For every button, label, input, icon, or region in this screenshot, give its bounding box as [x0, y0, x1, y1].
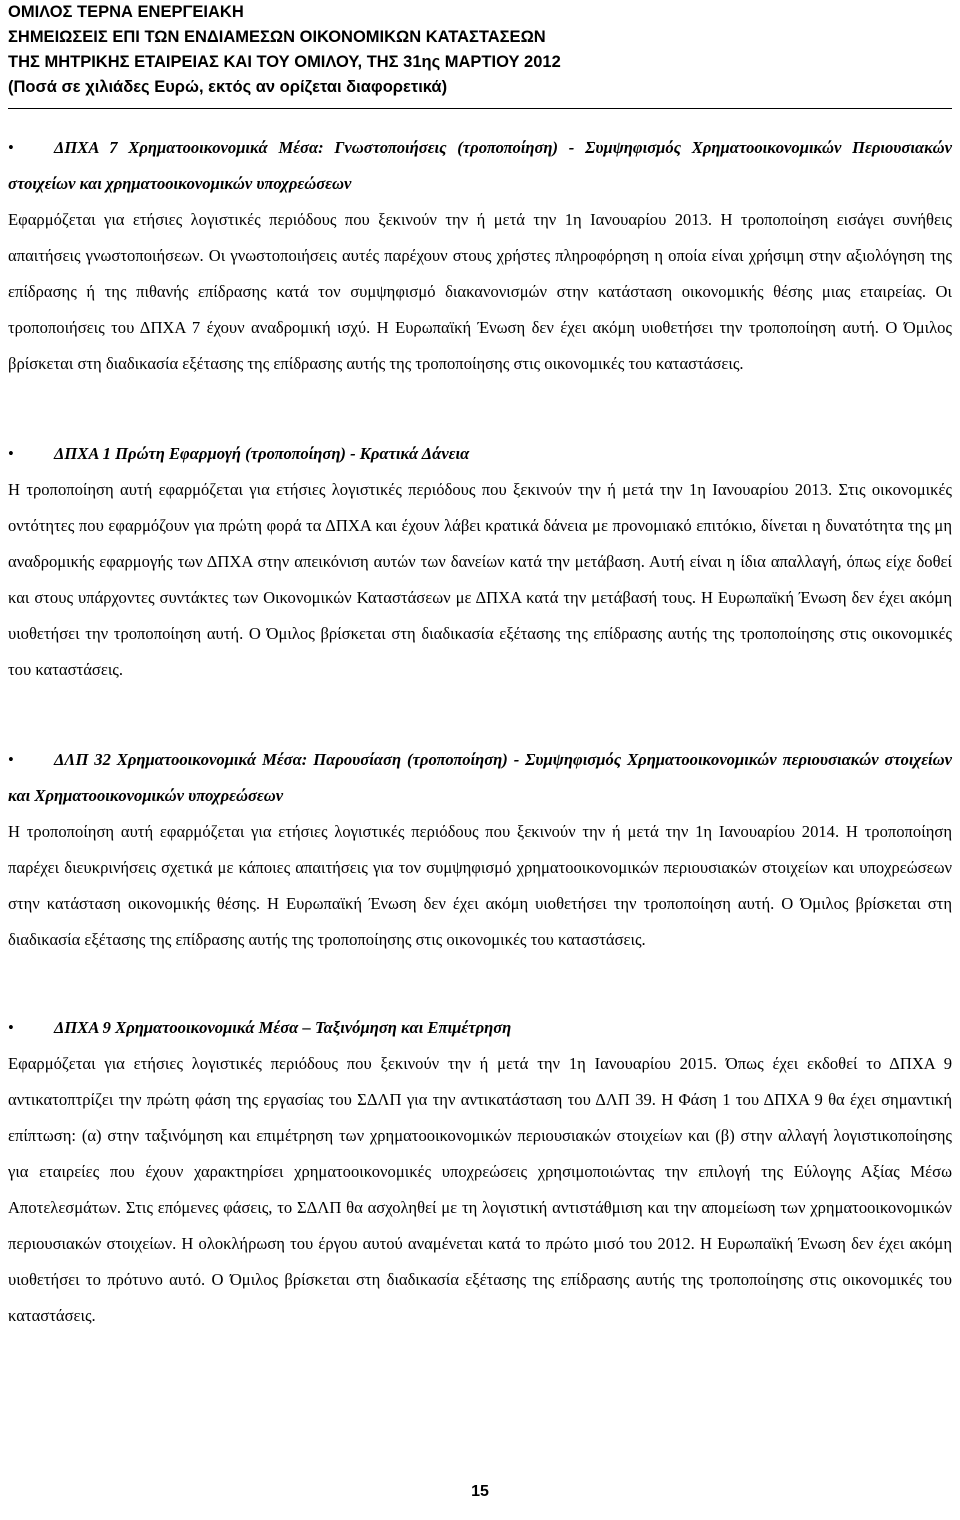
bullet-icon: •: [8, 138, 14, 157]
section-ias32: [8, 742, 952, 958]
bullet-icon: •: [8, 444, 14, 463]
section-heading: • ΔΛΠ 32 Χρηματοοικονομικά Μέσα: Παρουσίαση (τροποποίηση) - Συμψηφισμός Χρηματοοικονομικών περιουσιακών στοιχείων και Χρηματοοικονομικών υποχρεώσεων: [8, 742, 952, 814]
section-heading: • ΔΠΧΑ 7 Χρηματοοικονομικά Μέσα: Γνωστοποιήσεις (τροποποίηση) - Συμψηφισμός Χρηματοοικονομικών Περιουσιακών στοιχείων και χρηματοοικονομικών υποχρεώσεων: [8, 130, 952, 202]
section-body: Εφαρμόζεται για ετήσιες λογιστικές περιόδους που ξεκινούν την ή μετά την 1η Ιανουαρίου 2013. Η τροποποίηση εισάγει συνήθεις απαιτήσεις γνωστοποιήσεων. Οι γνωστοποιήσεις αυτές παρέχουν στους χρήστες πληροφόρηση η οποία είναι χρήσιμη στην αξιολόγηση της επίδρασης ή της πιθανής επίδρασης κατά τον συμψηφισμό διακανονισμών στην κατάσταση οικονομικής θέσης μιας εταιρείας. Οι τροποποιήσεις του ΔΠΧΑ 7 έχουν αναδρομική ισχύ. Η Ευρωπαϊκή Ένωση δεν έχει ακόμη υιοθετήσει την τροποποίηση αυτή. Ο Όμιλος βρίσκεται στη διαδικασία εξέτασης της επίδρασης αυτής της τροποποίησης στις οικονομικές του καταστάσεις.: [8, 210, 952, 373]
statement-subtitle: ΤΗΣ ΜΗΤΡΙΚΗΣ ΕΤΑΙΡΕΙΑΣ ΚΑΙ ΤΟΥ ΟΜΙΛΟΥ, ΤΗΣ 31ης ΜΑΡΤΙΟΥ 2012: [8, 53, 561, 71]
section-heading: • ΔΠΧΑ 9 Χρηματοοικονομικά Μέσα – Ταξινόμηση και Επιμέτρηση: [8, 1010, 952, 1046]
currency-note: (Ποσά σε χιλιάδες Ευρώ, εκτός αν ορίζεται διαφορετικά): [8, 78, 448, 96]
section-body: Εφαρμόζεται για ετήσιες λογιστικές περιόδους που ξεκινούν την ή μετά την 1η Ιανουαρίου 2015. Όπως έχει εκδοθεί το ΔΠΧΑ 9 αντικατοπτρίζει την πρώτη φάση της εργασίας του ΣΔΛΠ για την αντικατάσταση του ΔΛΠ 39. Η Φάση 1 του ΔΠΧΑ 9 θα έχει σημαντική επίπτωση: (α) στην ταξινόμηση και επιμέτρηση των χρηματοοικονομικών περιουσιακών στοιχείων και (β) στην αλλαγή λογιστικοποίησης για εταιρείες που έχουν χαρακτηρίσει χρηματοοικονομικές υποχρεώσεις χρησιμοποιώντας την επιλογή της Εύλογης Αξίας Μέσω Αποτελεσμάτων. Στις επόμενες φάσεις, το ΣΔΛΠ θα ασχοληθεί με τη λογιστική αντιστάθμιση και την απομείωση των χρηματοοικονομικών περιουσιακών στοιχείων. Η ολοκλήρωση του έργου αυτού αναμένεται κατά το πρώτο μισό του 2012. Η Ευρωπαϊκή Ένωση δεν έχει ακόμη υιοθετήσει το πρότυνο αυτό. Ο Όμιλος βρίσκεται στη διαδικασία εξέτασης της επίδρασης αυτής της τροποποίησης στις οικονομικές του καταστάσεις.: [8, 1054, 952, 1325]
bullet-icon: •: [8, 750, 14, 769]
section-body: Η τροποποίηση αυτή εφαρμόζεται για ετήσιες λογιστικές περιόδους που ξεκινούν την ή μετά την 1η Ιανουαρίου 2014. Η τροποποίηση παρέχει διευκρινήσεις σχετικά με κάποιες απαιτήσεις για τον συμψηφισμό χρηματοοικονομικών περιουσιακών στοιχείων και υποχρεώσεων στην κατάσταση οικονομικής θέσης. Η Ευρωπαϊκή Ένωση δεν έχει ακόμη υιοθετήσει την τροποποίηση αυτή. Ο Όμιλος βρίσκεται στη διαδικασία εξέτασης της επίδρασης αυτής της τροποποίησης στις οικονομικές του καταστάσεις.: [8, 822, 952, 949]
header-divider: [8, 108, 952, 109]
section-body: Η τροποποίηση αυτή εφαρμόζεται για ετήσιες λογιστικές περιόδους που ξεκινούν την ή μετά την 1η Ιανουαρίου 2013. Στις οικονομικές οντότητες που εφαρμόζουν για πρώτη φορά τα ΔΠΧΑ και έχουν λάβει κρατικά δάνεια με προνομιακό επιτόκιο, δίνεται η δυνατότητα της μη αναδρομικής εφαρμογής των ΔΠΧΑ στην απεικόνιση αυτών των δανείων κατά την μετάβαση. Αυτή είναι η ίδια απαλλαγή, όπως είχε δοθεί και στους υπάρχοντες συντάκτες των Οικονομικών Καταστάσεων με ΔΠΧΑ κατά την μετάβασή τους. Η Ευρωπαϊκή Ένωση δεν έχει ακόμη υιοθετήσει την τροποποίηση αυτή. Ο Όμιλος βρίσκεται στη διαδικασία εξέτασης της επίδρασης αυτής της τροποποίησης στις οικονομικές του καταστάσεις.: [8, 480, 952, 679]
document-header: [8, 0, 948, 100]
statement-title: ΣΗΜΕΙΩΣΕΙΣ ΕΠΙ ΤΩΝ ΕΝΔΙΑΜΕΣΩΝ ΟΙΚΟΝΟΜΙΚΩΝ ΚΑΤΑΣΤΑΣΕΩΝ: [8, 28, 546, 46]
section-heading: • ΔΠΧΑ 1 Πρώτη Εφαρμογή (τροποποίηση) - Κρατικά Δάνεια: [8, 436, 952, 472]
section-ifrs1: [8, 436, 952, 688]
section-ifrs9: [8, 1010, 952, 1334]
bullet-icon: •: [8, 1018, 14, 1037]
page-number: 15: [471, 1483, 489, 1500]
section-ifrs7: [8, 130, 952, 382]
company-name: ΟΜΙΛΟΣ ΤΕΡΝΑ ΕΝΕΡΓΕΙΑΚΗ: [8, 3, 244, 21]
